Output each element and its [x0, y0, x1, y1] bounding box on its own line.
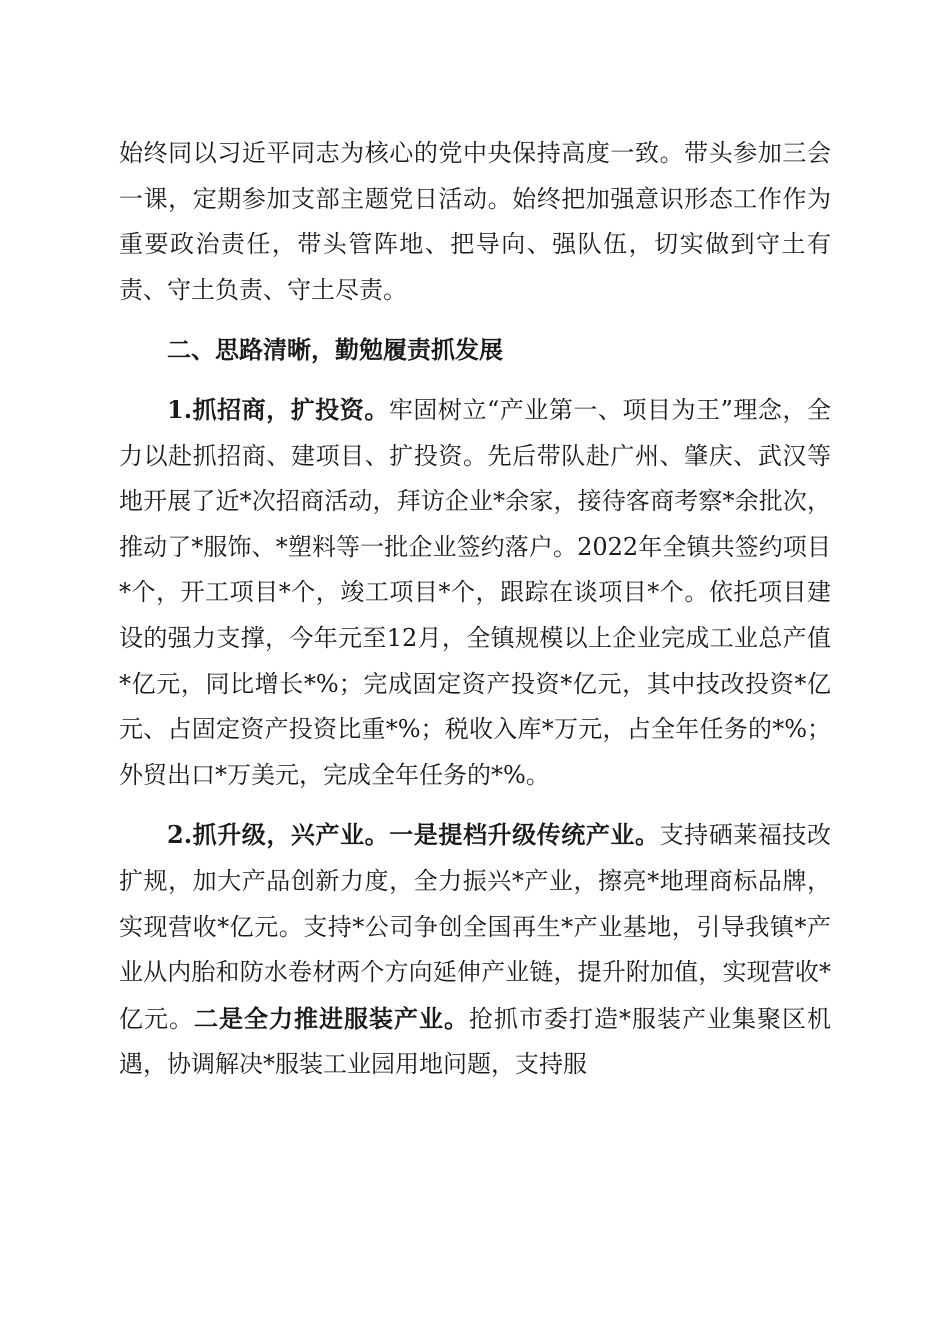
- paragraph-gap: [119, 373, 831, 387]
- paragraph-continuation: [119, 131, 831, 313]
- paragraph-investment: [119, 387, 831, 798]
- paragraph-text: 抢抓市委打造*服装产业集聚区机遇，协调解决*服装工业园用地问题，支持服: [119, 1004, 831, 1079]
- document-page: [119, 131, 831, 1088]
- subpoint-lead: 二是全力推进服装产业。: [194, 1003, 469, 1033]
- paragraph-lead: 2.抓升级，兴产业。: [167, 820, 390, 850]
- section-heading-text: 二、思路清晰，勤勉履责抓发展: [167, 335, 503, 365]
- paragraph-text: 支持硒莱福技改扩规，加大产品创新力度，全力振兴*产业，擦亮*地理商标品牌，实现营收*亿元。支持*公司争创全国再生*产业基地，引导我镇*产业从内胎和防水卷材两个方向延伸产业链，提升附加值，实现营收*亿元。: [119, 821, 832, 1033]
- paragraph-text: 牢固树立“产业第一、项目为王”理念，全力以赴抓招商、建项目、扩投资。先后带队赴广州、肇庆、武汉等地开展了近*次招商活动，拜访企业*余家，接待客商考察*余批次，推动了*服饰、*塑料等一批企业签约落户。2022年全镇共签约项目*个，开工项目*个，竣工项目*个，跟踪在谈项目*个。依托项目建设的强力支撑，今年元至12月，全镇规模以上企业完成工业总产值*亿元，同比增长*%；完成固定资产投资*亿元，其中技改投资*亿元、占固定资产投资比重*%；税收入库*万元，占全年任务的*%；外贸出口*万美元，完成全年任务的*%。: [119, 395, 831, 789]
- paragraph-lead: 1.抓招商，扩投资。: [167, 394, 389, 424]
- paragraph-text: 始终同以习近平同志为核心的党中央保持高度一致。带头参加三会一课，定期参加支部主题党日活动。始终把加强意识形态工作作为重要政治责任，带头管阵地、把导向、强队伍，切实做到守土有责、守土负责、守土尽责。: [119, 139, 831, 304]
- paragraph-industry: [119, 812, 831, 1088]
- paragraph-gap: [119, 798, 831, 812]
- subpoint-lead: 一是提档升级传统产业。: [389, 820, 660, 850]
- paragraph-gap: [119, 313, 831, 327]
- section-heading: [119, 327, 831, 373]
